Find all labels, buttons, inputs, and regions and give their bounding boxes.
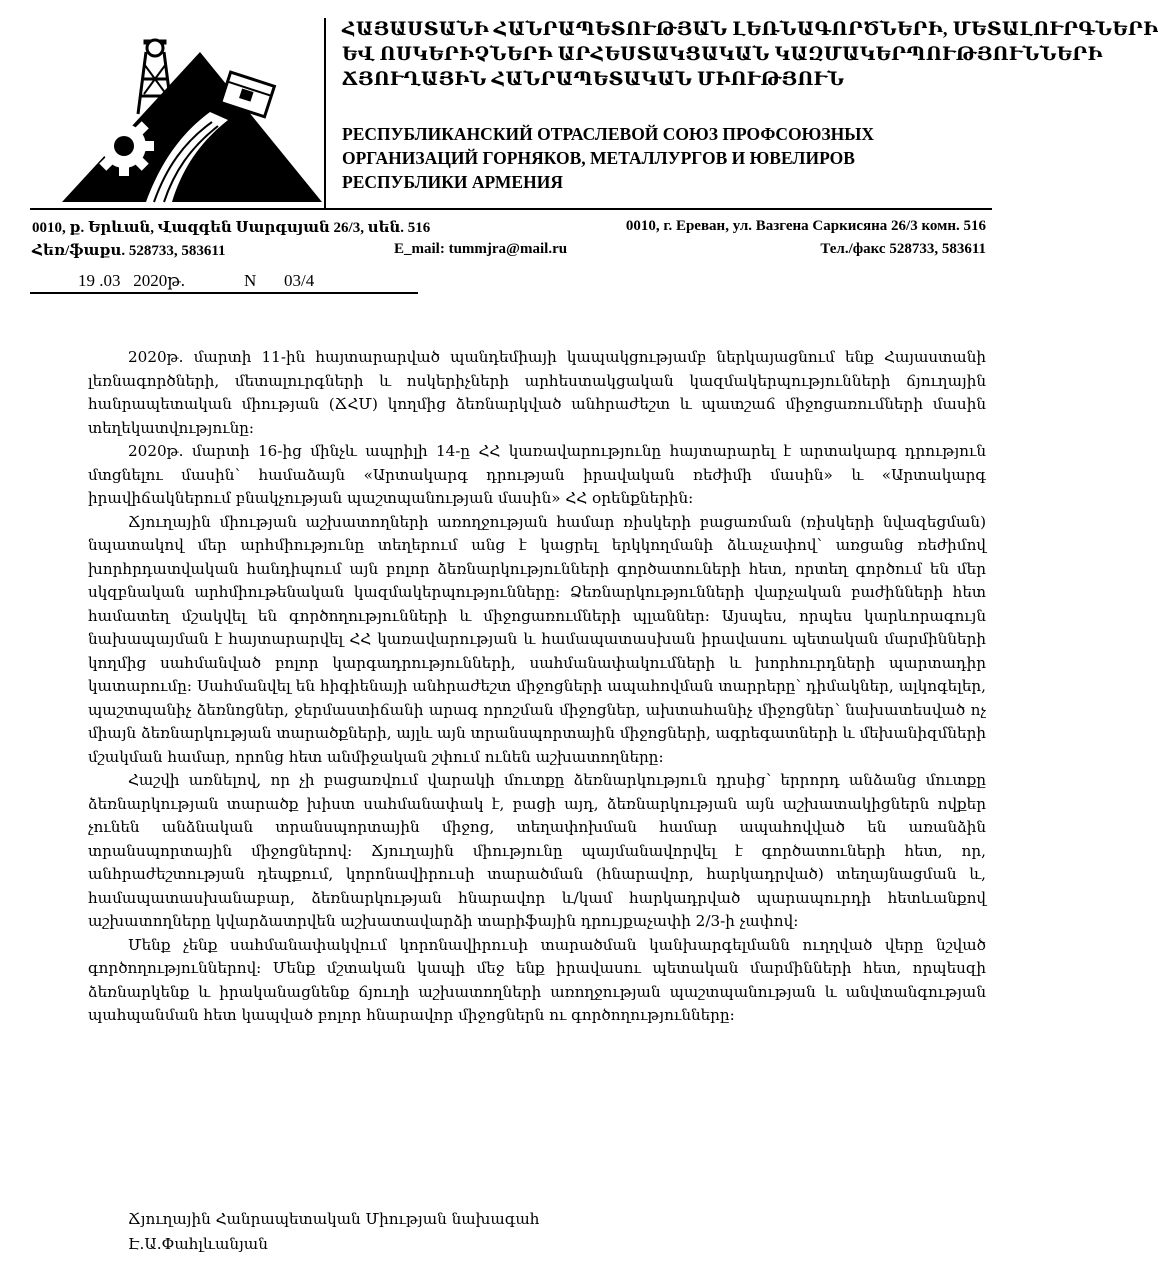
org-name-line: РЕСПУБЛИКАНСКИЙ ОТРАСЛЕВОЙ СОЮЗ ПРОФСОЮЗНЫХ xyxy=(342,124,875,144)
body-paragraph: Մենք չենք սահմանափակվում կորոնավիրուսի տարածման կանխարգելմանն ուղղված վերը նշված գործողություններով: Մենք մշտական կապի մեջ ենք իրավասու պետական մարմինների հետ, որպեսզի ձեռնարկենք և իրականացնենք ճյուղի աշխատողների առողջության պաշտպանության և անվտանգության պահպանման հետ կապված բոլոր հնարավոր միջոցներն ու գործողությունները: xyxy=(88,935,986,1024)
address-armenian: 0010, ք. Երևան, Վազգեն Սարգսյան 26/3, սեն. 516 xyxy=(32,220,431,236)
body-paragraph: 2020թ. մարտի 11-ին հայտարարված պանդեմիայի կապակցությամբ ներկայացնում ենք Հայաստանի լեռնագործների, մետալուրգների և ոսկերիչների արհեստակցական կազմակերպությունների ճյուղային հանրապետական միության (ՃՀՄ) կողմից ձեռնարկված անհրաժեշտ և պատշաճ միջոցառումների մասին տեղեկատվությունը: xyxy=(88,348,986,437)
phone-russian: Тел./факс 528733, 583611 xyxy=(820,241,986,257)
document-number-label: N xyxy=(244,271,257,290)
email-link[interactable]: E_mail: tummjra@mail.ru xyxy=(394,241,568,257)
mining-union-logo-icon xyxy=(60,34,322,204)
body-paragraph: Հաշվի առնելով, որ չի բացառվում վարակի մուտքը ձեռնարկություն դրսից՝ երրորդ անձանց մուտքը ձեռնարկության տարածք խիստ սահմանափակ է, բացի այդ, ձեռնարկության այն աշխատակիցներն ովքեր չունեն անձնական տրանսպորտային միջոց, տեղափոխման համար ապահովված են առանձին տրանսպորտային միջոցներով: Ճյուղային միությունը պայմանավորվել է գործատուների հետ, որ, անհրաժեշտության դեպքում, կորոնավիրուսի տարածման (հնարավոր, հարկադրված) տեղայնացման և, համապատասխանաբար, ձեռնարկության հնարավոր և/կամ հարկադրված պարապուրդի հետևանքով աշխատողները կվարձատրվեն աշխատավարձի տարիֆային դրույքաչափի 2/3-ի չափով: xyxy=(88,771,986,930)
header-vertical-divider xyxy=(324,18,326,208)
document-date: 19 .03 2020թ. xyxy=(78,271,185,290)
org-name-line: ՃՅՈՒՂԱՅԻՆ ՀԱՆՐԱՊԵՏԱԿԱՆ ՄԻՈՒԹՅՈՒՆ xyxy=(342,70,845,90)
org-name-armenian xyxy=(342,18,1158,93)
body-paragraph: 2020թ. մարտի 16-ից մինչև ապրիլի 14-ը ՀՀ կառավարությունը հայտարարել է արտակարգ դրություն մտցնելու մասին՝ համաձայն «Արտակարգ դրության իրավական ռեժիմի մասին» և «Արտակարգ իրավիճակներում բնակչության պաշտպանության մասին» ՀՀ օրենքներին: xyxy=(88,442,986,507)
document-date-number xyxy=(30,270,418,294)
org-name-russian xyxy=(342,122,874,194)
signature-title: Ճյուղային Հանրապետական Միության նախագահ xyxy=(128,1210,540,1228)
address-russian: 0010, г. Ереван, ул. Вазгена Саркисяна 26/3 комн. 516 xyxy=(625,218,986,234)
letter-body xyxy=(88,346,986,1028)
body-paragraph: Ճյուղային միության աշխատողների առողջության համար ռիսկերի բացառման (ռիսկերի նվազեցման) նպատակով մեր արհմիությունը տեղերում անց է կացրել երկկողմանի ձևաչափով՝ առցանց ռեժիմով խորհրդատվական հանդիպում այն բոլոր ձեռնարկությունների գործատուների հետ, որտեղ գործում են մեր սկզբնական արհմիութենական կազմակերպությունները: Ձեռնարկությունների վարչական բաժինների հետ համատեղ մշակվել են գործողությունների և միջոցառումների պլաններ: Այսպես, որպես կարևորագույն նախապայման է հայտարարվել ՀՀ կառավարության և համապատասխան իրավասու պետական մարմինների կողմից սահմանված բոլոր կարգադրությունների, սահմանափակումների և խորհուրդների պարտադիր կատարումը: Սահմանվել են հիգիենայի անհրաժեշտ միջոցների ապահովման տարրերը՝ դիմակներ, ալկոգելեր, պաշտպանիչ ձեռնոցներ, ջերմաստիճանի արագ որոշման միջոցներ, ախտահանիչ միջոցներ՝ նախատեսված ոչ միայն ձեռնարկության տարածքների, այլև այն տրանսպորտային միջոցների, ագրեգատների և մեխանիզմների մշակման համար, որոնց հետ անմիջական շփում ունեն աշխատողները: xyxy=(88,512,986,766)
signature-block xyxy=(128,1207,539,1257)
document-number: 03/4 xyxy=(284,271,315,290)
signature-name: Է.Ա.Փահլևանյան xyxy=(128,1235,268,1253)
header-divider xyxy=(30,208,992,210)
org-name-line: ՀԱՅԱՍՏԱՆԻ ՀԱՆՐԱՊԵՏՈՒԹՅԱՆ ԼԵՌՆԱԳՈՐԾՆԵՐԻ, ՄԵՏԱԼՈՒՐԳՆԵՐԻ xyxy=(342,20,1158,40)
phone-armenian: Հեռ/ֆաքս. 528733, 583611 xyxy=(32,243,226,259)
org-name-line: ОРГАНИЗАЦИЙ ГОРНЯКОВ, МЕТАЛЛУРГОВ И ЮВЕЛИРОВ xyxy=(342,148,855,168)
org-name-line: ԵՎ ՈՍԿԵՐԻՉՆԵՐԻ ԱՐՀԵՍՏԱԿՑԱԿԱՆ ԿԱԶՄԱԿԵՐՊՈՒԹՅՈՒՆՆԵՐԻ xyxy=(342,45,1103,65)
org-name-line: РЕСПУБЛИКИ АРМЕНИЯ xyxy=(342,172,563,192)
